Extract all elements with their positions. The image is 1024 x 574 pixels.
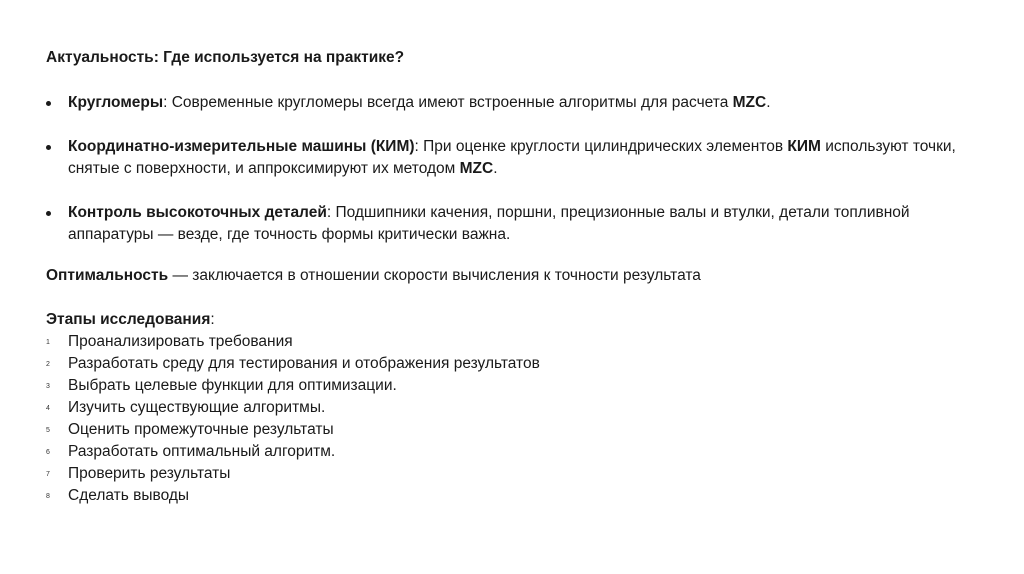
stage-label: Оценить промежуточные результаты bbox=[68, 421, 334, 438]
stage-label: Проверить результаты bbox=[68, 465, 231, 482]
bullet-term-mzc: MZC bbox=[732, 94, 767, 111]
stage-number: 5 bbox=[46, 427, 50, 434]
bullet-dot-icon bbox=[46, 145, 51, 150]
stage-item bbox=[46, 353, 540, 375]
usage-bullet-list bbox=[46, 92, 976, 268]
stages-title-colon: : bbox=[210, 311, 215, 328]
bullet-term-kim: КИМ bbox=[787, 138, 821, 155]
stage-item bbox=[46, 419, 540, 441]
bullet-term: Кругломеры bbox=[68, 94, 164, 111]
stage-item bbox=[46, 375, 540, 397]
bullet-tail: . bbox=[493, 160, 498, 177]
bullet-dot-icon bbox=[46, 211, 51, 216]
stages-title bbox=[46, 309, 215, 331]
stage-item bbox=[46, 463, 540, 485]
bullet-cmm bbox=[46, 136, 976, 180]
stages-title-bold: Этапы исследования bbox=[46, 311, 211, 328]
bullet-term: Контроль высокоточных деталей bbox=[68, 204, 327, 221]
bullet-dot-icon bbox=[46, 101, 51, 106]
stage-label: Выбрать целевые функции для оптимизации. bbox=[68, 377, 397, 394]
stage-label: Разработать оптимальный алгоритм. bbox=[68, 443, 336, 460]
optimality-term: Оптимальность bbox=[46, 267, 169, 284]
stage-number: 8 bbox=[46, 493, 50, 500]
stage-number: 2 bbox=[46, 361, 50, 368]
bullet-term-mzc: MZC bbox=[459, 160, 494, 177]
bullet-precision-parts bbox=[46, 202, 976, 246]
bullet-text: : Подшипники качения, поршни, прецизионные валы и втулки, детали топливной аппаратуры — везде, где точность формы критически важна. bbox=[68, 204, 910, 243]
stage-number: 1 bbox=[46, 339, 50, 346]
stage-item bbox=[46, 397, 540, 419]
stage-item bbox=[46, 441, 540, 463]
stage-label: Изучить существующие алгоритмы. bbox=[68, 399, 326, 416]
bullet-text: : Современные кругломеры всегда имеют встроенные алгоритмы для расчета bbox=[163, 94, 733, 111]
stage-number: 7 bbox=[46, 471, 50, 478]
stage-number: 4 bbox=[46, 405, 50, 412]
optimality-text: — заключается в отношении скорости вычисления к точности результата bbox=[168, 267, 701, 284]
bullet-tail: . bbox=[766, 94, 771, 111]
bullet-text-2: используют точки, снятые с поверхности, и аппроксимируют их методом bbox=[68, 138, 956, 177]
bullet-term: Координатно-измерительные машины (КИМ) bbox=[68, 138, 415, 155]
stage-number: 6 bbox=[46, 449, 50, 456]
stage-label: Сделать выводы bbox=[68, 487, 190, 504]
stage-label: Разработать среду для тестирования и отображения результатов bbox=[68, 355, 540, 372]
stage-number: 3 bbox=[46, 383, 50, 390]
stage-label: Проанализировать требования bbox=[68, 333, 293, 350]
slide-heading: Актуальность: Где используется на практике? bbox=[46, 49, 405, 66]
bullet-text: : При оценке круглости цилиндрических элементов bbox=[414, 138, 788, 155]
stages-list bbox=[46, 331, 540, 507]
stage-item bbox=[46, 331, 540, 353]
optimality-line bbox=[46, 265, 701, 287]
bullet-roundness-meters bbox=[46, 92, 976, 114]
stage-item bbox=[46, 485, 540, 507]
